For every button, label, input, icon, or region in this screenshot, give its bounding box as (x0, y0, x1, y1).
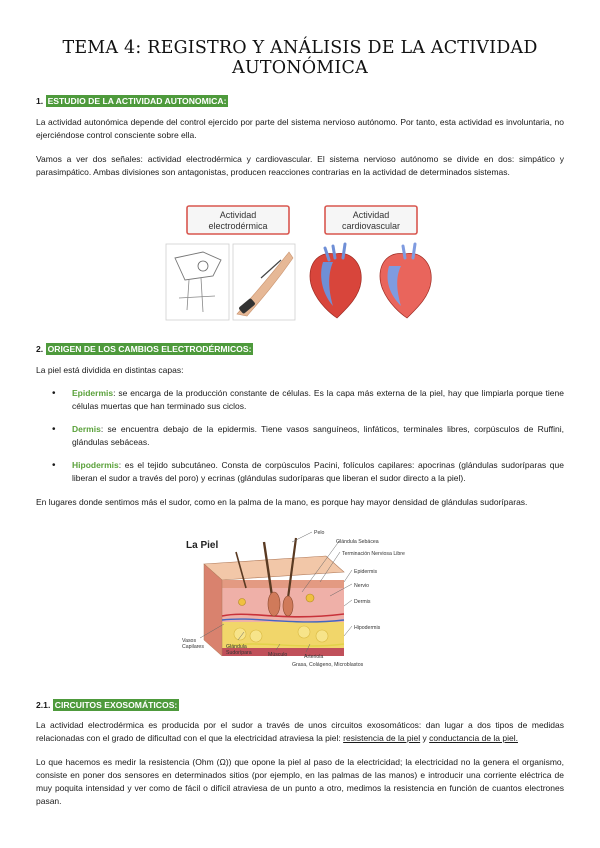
label-grasa: Grasa, Colágeno, Microblastos (292, 662, 364, 668)
electrodermal-label-line2: electrodérmica (208, 221, 268, 231)
list-item-epidermis (72, 387, 564, 413)
term-hipodermis: Hipodermis (72, 460, 119, 470)
bullet-hipodermis: • (52, 460, 56, 471)
term-dermis: Dermis (72, 424, 101, 434)
label-sudoripara: Sudorípara (226, 650, 252, 656)
section-2-number: 2. (36, 344, 44, 354)
label-capilares: Capilares (182, 644, 204, 650)
label-hipodermis: Hipodermis (354, 625, 381, 631)
bullet-epidermis: • (52, 388, 56, 399)
section-1-title: ESTUDIO DE LA ACTIVIDAD AUTONOMICA: (47, 96, 227, 106)
section-2-1-p1-join: y (420, 733, 430, 743)
autonomic-activity-figure (163, 202, 439, 324)
section-2-1-paragraph-2: Lo que hacemos es medir la resistencia (Ohm (Ω)) que opone la piel al paso de la electricidad; la electricidad no la genera el organismo, consiste en poner dos sensores en determinados sitios (por ejemplo, en las palmas de las manos) e introducir una corriente eléctrica de muy poquita intensidad y ver como de fácil o difícil atraviesa de un punto a otro, medimos la resistencia en función de cuantos electrones pasan. (36, 757, 564, 806)
section-2-1-number: 2.1. (36, 700, 51, 710)
section-2-1-paragraph-1 (36, 719, 564, 745)
label-musculo: Músculo (268, 652, 288, 658)
text-dermis: : se encuentra debajo de la epidermis. Tiene vasos sanguíneos, linfáticos, terminales libres, corpúsculos de Ruffini, glándulas sebáceas. (72, 424, 564, 447)
section-2-intro: La piel está dividida en distintas capas: (36, 365, 184, 375)
section-1-paragraph-2: Vamos a ver dos señales: actividad electrodérmica y cardiovascular. El sistema nervioso autónomo se divide en dos: simpático y parasimpático. Ambas divisiones son antagonistas, producen reacciones contrarias en la actividad de determinados sistemas. (36, 154, 564, 177)
section-2-1-title: CIRCUITOS EXOSOMÁTICOS: (54, 700, 178, 710)
label-pelo: Pelo (314, 530, 325, 536)
label-vasos: Vasos (182, 638, 197, 644)
section-2-1-heading (36, 700, 179, 710)
text-hipodermis: : es el tejido subcutáneo. Consta de corpúsculos Pacini, folículos capilares: apocrinas (glándulas sudoríparas que liberan el sudor a través del poro) y ecrinas (glándulas sudoríparas que liberan el sudor directo a la piel). (72, 460, 564, 483)
section-2-heading (36, 344, 253, 354)
label-glandula: Glándula (226, 644, 247, 650)
label-terminacion-nerviosa: Terminación Nerviosa Libre (342, 551, 405, 557)
electrodermal-device-image (166, 244, 229, 320)
term-conductancia-piel: conductancia de la piel. (429, 733, 518, 743)
label-arteriola: Arteriola (304, 654, 324, 660)
page-title: TEMA 4: REGISTRO Y ANÁLISIS DE LA ACTIVIDAD AUTONÓMICA (62, 38, 538, 78)
label-glandula-sebacea: Glándula Sebácea (336, 539, 379, 545)
term-epidermis: Epidermis (72, 388, 114, 398)
list-item-dermis (72, 423, 564, 449)
electrodermal-label-line1: Actividad (219, 210, 257, 220)
epidermis-layer (222, 580, 344, 588)
label-nervio: Nervio (354, 583, 369, 589)
section-2-after: En lugares donde sentimos más el sudor, como en la palma de la mano, es porque hay mayor densidad de glándulas sudoríparas. (36, 497, 528, 507)
section-1-heading (36, 96, 228, 106)
skin-diagram (180, 526, 420, 668)
list-item-hipodermis (72, 459, 564, 485)
label-dermis: Dermis (354, 599, 371, 605)
text-epidermis: : se encarga de la producción constante de células. Es la capa más externa de la piel, hay que limpiarla porque tiene células muertas que han terminado sus ciclos. (72, 388, 564, 411)
term-resistencia-piel: resistencia de la piel (343, 733, 421, 743)
cardiovascular-label-line1: Actividad (352, 210, 390, 220)
label-epidermis: Epidermis (354, 569, 378, 575)
bullet-dermis: • (52, 424, 56, 435)
section-1-paragraph-1: La actividad autonómica depende del control ejercido por parte del sistema nervioso autónomo. Por tanto, esta actividad es involuntaria, no ejerciéndose control consciente sobre ella. (36, 117, 564, 140)
section-1-number: 1. (36, 96, 44, 106)
cardiovascular-label-line2: cardiovascular (341, 221, 401, 231)
section-2-title: ORIGEN DE LOS CAMBIOS ELECTRODÉRMICOS: (47, 344, 252, 354)
skin-diagram-title: La Piel (186, 540, 219, 551)
section-2-1-p1-text: La actividad electrodérmica es producida por el sudor a través de unos circuitos exosomáticos: dan lugar a dos tipos de medidas relacionadas con el grado de dificultad con el que la electricidad atraviesa la piel: (36, 720, 564, 743)
